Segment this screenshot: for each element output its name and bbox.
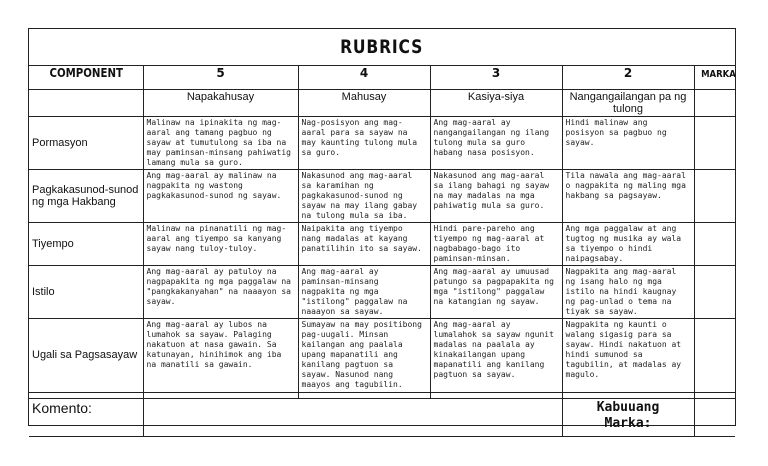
descriptor-cell: Malinaw na ipinakita ng mag-aaral ang tamang pagbuo ng sayaw at tumutulong sa iba na may paminsan-minsang pahiwatig lamang mula sa guro. xyxy=(143,116,298,169)
descriptor-cell: Nakasunod ang mag-aaral sa karamihan ng pagkakasunod-sunod ng sayaw na may ilang gabay na tulong mula sa iba. xyxy=(298,169,430,222)
descriptor-cell: Hindi pare-pareho ang tiyempo ng mag-aaral at nagbabago-bago ito paminsan-minsan. xyxy=(430,222,562,265)
komento-label: Komento: xyxy=(29,398,143,436)
marka-cell[interactable] xyxy=(694,169,735,222)
table-row xyxy=(29,318,735,392)
marka-cell[interactable] xyxy=(694,116,735,169)
descriptor-cell: Ang mag-aaral ay patuloy na nagpapakita ng mga paggalaw na "pangkakanyahan" na naaayon sa sayaw. xyxy=(143,265,298,318)
descriptor-cell: Ang mag-aaral ay paminsan-minsang nagpakita ng mga "istilong" paggalaw na naaayon sa sayaw. xyxy=(298,265,430,318)
descriptor-cell: Ang mag-aaral ay umuusad patungo sa pagpapakita ng mga "istilong" paggalaw na katangian ng sayaw. xyxy=(430,265,562,318)
descriptor-cell: Ang mag-aaral ay lubos na lumahok sa sayaw. Palaging nakatuon at nasa gawain. Sa katunayan, hinihimok ang iba na manatili sa gawain. xyxy=(143,318,298,392)
table-row xyxy=(29,169,735,222)
descriptor-cell: Nakasunod ang mag-aaral sa ilang bahagi ng sayaw na may madalas na mga pahiwatig mula sa guro. xyxy=(430,169,562,222)
level-name: Kasiya-siya xyxy=(430,89,562,116)
kabuuang-marka-label: Kabuuang Marka: xyxy=(562,398,694,436)
descriptor-cell: Nagpakita ng kaunti o walang sigasig para sa sayaw. Hindi nakatuon at hindi sumunod sa tagubilin, at madalas ay magulo. xyxy=(562,318,694,392)
header-marka: MARKA xyxy=(694,65,735,89)
table-row xyxy=(29,265,735,318)
header-level-3: 3 xyxy=(430,65,562,89)
total-marka-field[interactable] xyxy=(694,398,735,436)
descriptor-cell: Sumayaw na may positibong pag-uugali. Minsan kailangan ang paalala upang mapanatili ang kanilang pagtuon sa sayaw. Nasunod nang maayos ang tagubilin. xyxy=(298,318,430,392)
page-title: RUBRICS xyxy=(340,36,424,58)
marka-cell[interactable] xyxy=(694,318,735,392)
criterion-label: Tiyempo xyxy=(29,222,143,265)
descriptor-cell: Ang mag-aaral ay lumalahok sa sayaw ngunit madalas na paalala ay kinakailangan upang mapanatili ang kanilang pagtuon sa sayaw. xyxy=(430,318,562,392)
komento-field[interactable] xyxy=(143,398,562,436)
criterion-label: Pagkakasunod-sunod ng mga Hakbang xyxy=(29,169,143,222)
header-level-2: 2 xyxy=(562,65,694,89)
criterion-label: Istilo xyxy=(29,265,143,318)
level-names-row xyxy=(29,89,735,116)
header-level-4: 4 xyxy=(298,65,430,89)
descriptor-cell: Nagpakita ang mag-aaral ng isang halo ng mga istilo na hindi kaugnay ng pag-unlad o tema na tiyak sa sayaw. xyxy=(562,265,694,318)
marka-cell[interactable] xyxy=(694,265,735,318)
header-component: COMPONENT xyxy=(29,65,143,89)
table-row xyxy=(29,222,735,265)
title-row xyxy=(29,29,735,66)
level-name: Nangangailangan pa ng tulong xyxy=(562,89,694,116)
criterion-label: Ugali sa Pagsasayaw xyxy=(29,318,143,392)
descriptor-cell: Ang mag-aaral ay nangangailangan ng ilang tulong mula sa guro habang nasa posisyon. xyxy=(430,116,562,169)
level-name-blank xyxy=(29,89,143,116)
descriptor-cell: Nag-posisyon ang mag-aaral para sa sayaw na may kaunting tulong mula sa guro. xyxy=(298,116,430,169)
rubric-table xyxy=(29,65,735,437)
rubric-sheet xyxy=(28,28,736,431)
header-level-5: 5 xyxy=(143,65,298,89)
descriptor-cell: Ang mga paggalaw at ang tugtog ng musika ay wala sa tiyempo o hindi naipagsabay. xyxy=(562,222,694,265)
footer-row xyxy=(29,398,735,436)
table-row xyxy=(29,116,735,169)
marka-cell[interactable] xyxy=(694,89,735,116)
descriptor-cell: Naipakita ang tiyempo nang madalas at kayang panatilihin ito sa sayaw. xyxy=(298,222,430,265)
descriptor-cell: Ang mag-aaral ay malinaw na nagpakita ng wastong pagkakasunod-sunod ng sayaw. xyxy=(143,169,298,222)
marka-cell[interactable] xyxy=(694,222,735,265)
descriptor-cell: Tila nawala ang mag-aaral o nagpakita ng maling mga hakbang sa pagsayaw. xyxy=(562,169,694,222)
descriptor-cell: Hindi malinaw ang posisyon sa pagbuo ng sayaw. xyxy=(562,116,694,169)
level-name: Mahusay xyxy=(298,89,430,116)
level-name: Napakahusay xyxy=(143,89,298,116)
header-row xyxy=(29,65,735,89)
descriptor-cell: Malinaw na pinanatili ng mag-aaral ang tiyempo sa kanyang sayaw nang tuloy-tuloy. xyxy=(143,222,298,265)
criterion-label: Pormasyon xyxy=(29,116,143,169)
